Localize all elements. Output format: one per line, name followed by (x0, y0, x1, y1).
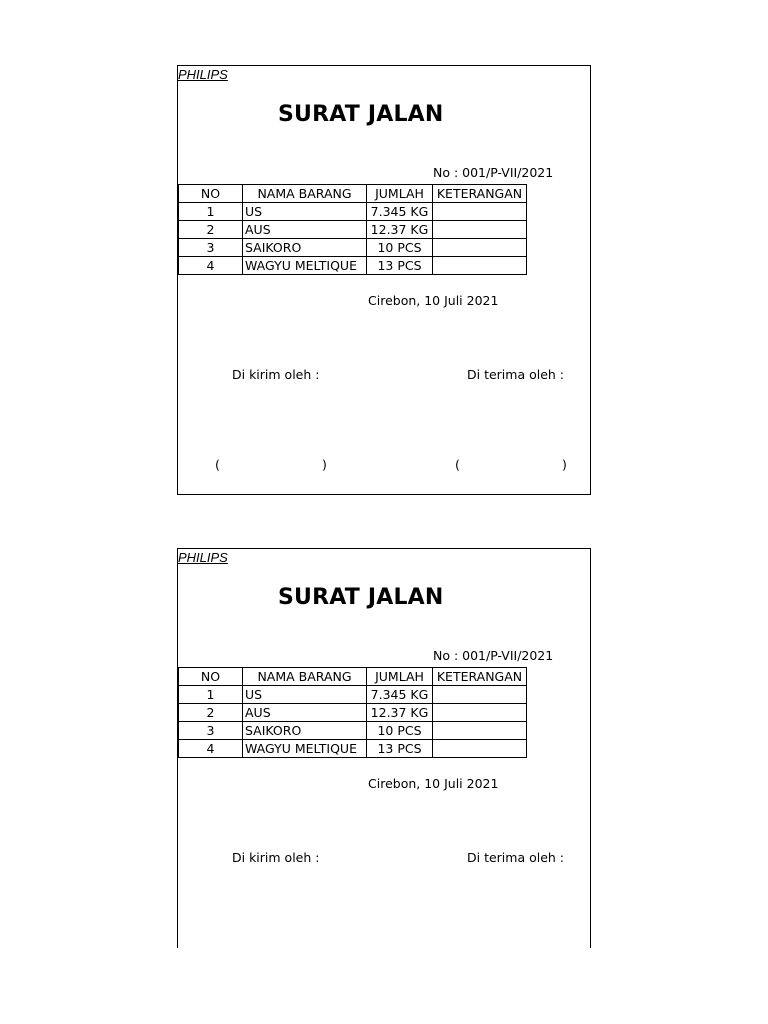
header-item-name: NAMA BARANG (243, 668, 367, 686)
row-no: 1 (179, 203, 243, 221)
row-item-name: SAIKORO (243, 722, 367, 740)
header-no: NO (179, 668, 243, 686)
document-title: SURAT JALAN (278, 102, 444, 127)
row-item-name: WAGYU MELTIQUE (243, 740, 367, 758)
header-item-name: NAMA BARANG (243, 185, 367, 203)
items-table (178, 184, 527, 275)
header-remarks: KETERANGAN (433, 185, 527, 203)
row-remarks (433, 257, 527, 275)
brand-logo-text: PHILIPS (178, 550, 228, 565)
header-no: NO (179, 185, 243, 203)
sender-label: Di kirim oleh : (232, 367, 320, 382)
receiver-label: Di terima oleh : (467, 850, 565, 865)
row-remarks (433, 239, 527, 257)
row-no: 3 (179, 239, 243, 257)
document-number: No : 001/P-VII/2021 (433, 648, 554, 663)
row-quantity: 7.345 KG (367, 203, 433, 221)
row-remarks (433, 722, 527, 740)
sender-signature-open-paren: ( (215, 457, 220, 472)
items-table (178, 667, 527, 758)
document-title: SURAT JALAN (278, 585, 444, 610)
row-item-name: AUS (243, 221, 367, 239)
row-no: 2 (179, 221, 243, 239)
table-row (179, 203, 527, 221)
brand-logo-text: PHILIPS (178, 67, 228, 82)
table-row (179, 686, 527, 704)
row-quantity: 7.345 KG (367, 686, 433, 704)
table-row (179, 740, 527, 758)
row-quantity: 13 PCS (367, 740, 433, 758)
row-no: 4 (179, 740, 243, 758)
table-row (179, 239, 527, 257)
row-remarks (433, 203, 527, 221)
row-no: 2 (179, 704, 243, 722)
row-remarks (433, 686, 527, 704)
row-item-name: SAIKORO (243, 239, 367, 257)
row-quantity: 12.37 KG (367, 704, 433, 722)
row-quantity: 12.37 KG (367, 221, 433, 239)
row-item-name: AUS (243, 704, 367, 722)
row-no: 4 (179, 257, 243, 275)
delivery-note-2 (177, 548, 591, 948)
table-header-row (179, 668, 527, 686)
row-remarks (433, 221, 527, 239)
row-no: 3 (179, 722, 243, 740)
table-row (179, 257, 527, 275)
receiver-label: Di terima oleh : (467, 367, 565, 382)
row-quantity: 10 PCS (367, 722, 433, 740)
row-remarks (433, 740, 527, 758)
row-remarks (433, 704, 527, 722)
table-header-row (179, 185, 527, 203)
delivery-note-1 (177, 65, 591, 495)
place-date: Cirebon, 10 Juli 2021 (368, 293, 499, 308)
sender-signature-close-paren: ) (322, 457, 327, 472)
header-quantity: JUMLAH (367, 185, 433, 203)
row-item-name: WAGYU MELTIQUE (243, 257, 367, 275)
row-item-name: US (243, 686, 367, 704)
table-row (179, 221, 527, 239)
header-quantity: JUMLAH (367, 668, 433, 686)
document-number: No : 001/P-VII/2021 (433, 165, 554, 180)
receiver-signature-open-paren: ( (455, 457, 460, 472)
table-row (179, 722, 527, 740)
place-date: Cirebon, 10 Juli 2021 (368, 776, 499, 791)
header-remarks: KETERANGAN (433, 668, 527, 686)
table-row (179, 704, 527, 722)
sender-label: Di kirim oleh : (232, 850, 320, 865)
row-no: 1 (179, 686, 243, 704)
row-quantity: 10 PCS (367, 239, 433, 257)
row-quantity: 13 PCS (367, 257, 433, 275)
receiver-signature-close-paren: ) (562, 457, 567, 472)
row-item-name: US (243, 203, 367, 221)
